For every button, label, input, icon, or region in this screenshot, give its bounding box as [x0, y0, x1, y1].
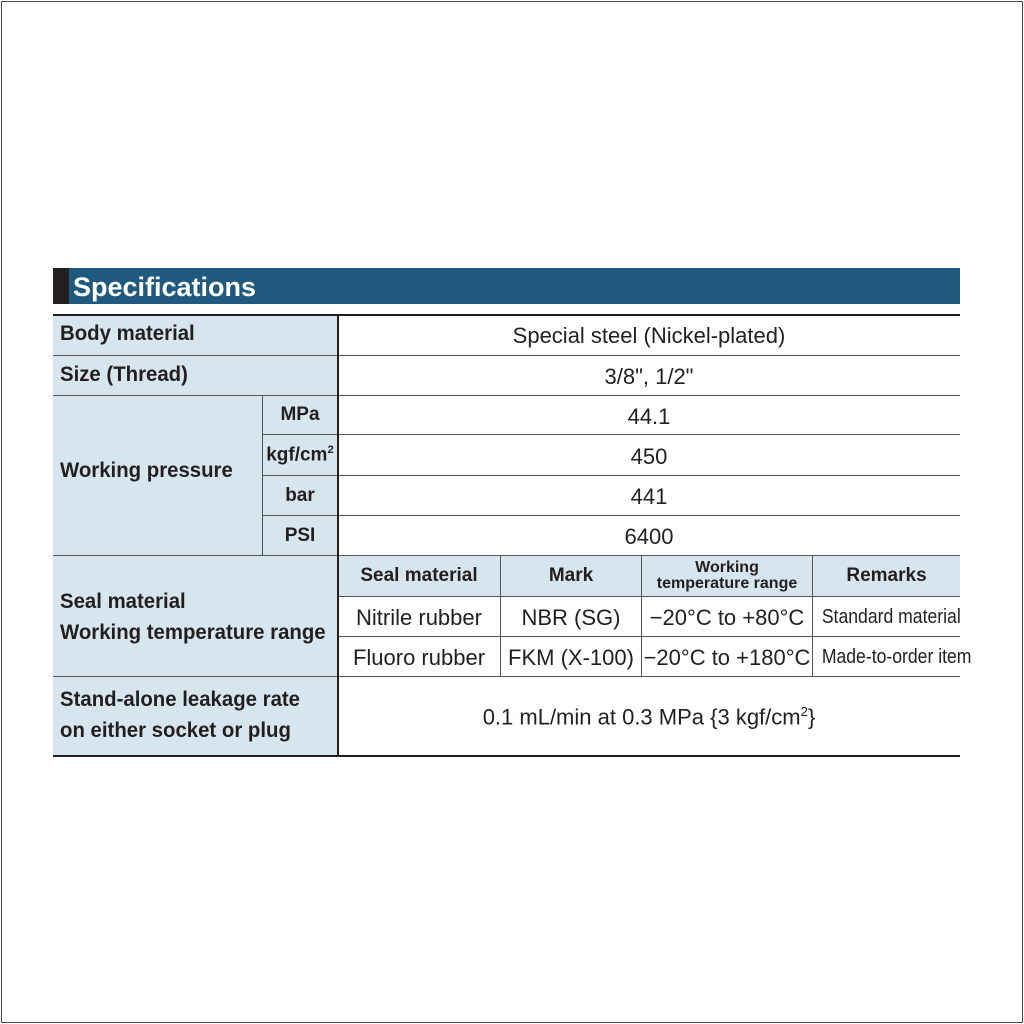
seal-header-working: Working	[695, 559, 759, 576]
banner-accent-bar	[53, 268, 69, 304]
table-top-rule	[53, 314, 960, 316]
table-bottom-rule	[53, 755, 960, 757]
pressure-mpa-value: 44.1	[627, 404, 671, 429]
seal-fluoro-material: Fluoro rubber	[352, 645, 486, 670]
seal-nitrile-material: Nitrile rubber	[356, 605, 482, 630]
leakage-rate-label-line2: on either socket or plug	[60, 719, 291, 742]
seal-header-material: Seal material	[360, 565, 478, 586]
row-divider	[262, 434, 960, 435]
size-thread-label: Size (Thread)	[60, 363, 188, 386]
leakage-rate-value	[338, 704, 960, 730]
seal-header-temp-range: temperature range	[656, 575, 798, 592]
seal-material-label: Seal material	[60, 590, 186, 613]
body-material-label: Body material	[60, 322, 195, 345]
unit-mpa: MPa	[280, 404, 320, 425]
row-divider	[262, 515, 960, 516]
pressure-kgf-value: 450	[630, 444, 668, 469]
row-divider	[338, 596, 960, 597]
seal-fluoro-temp: −20°C to +180°C	[643, 645, 811, 670]
pressure-psi-value: 6400	[624, 524, 674, 549]
row-divider	[53, 676, 960, 677]
seal-nitrile-mark: NBR (SG)	[521, 605, 621, 630]
page-title: Specifications	[73, 272, 257, 302]
row-divider	[262, 475, 960, 476]
unit-kgf-cm-superscript: 2	[327, 444, 334, 456]
row-divider	[53, 555, 960, 556]
seal-fluoro-remarks: Made-to-order item	[821, 646, 972, 668]
leakage-rate-superscript: 2	[800, 704, 808, 719]
unit-psi: PSI	[284, 525, 316, 546]
working-temp-range-label: Working temperature range	[60, 621, 326, 644]
leakage-rate-label: Stand-alone leakage rate	[60, 688, 301, 711]
working-pressure-label: Working pressure	[60, 459, 233, 482]
seal-nitrile-remarks: Standard material	[821, 606, 961, 628]
body-material-value: Special steel (Nickel-plated)	[512, 323, 786, 348]
seal-header-mark: Mark	[548, 565, 594, 586]
seal-fluoro-mark: FKM (X-100)	[508, 645, 634, 670]
unit-kgf-cm2	[262, 444, 338, 466]
seal-header-remarks: Remarks	[846, 565, 927, 586]
row-divider	[338, 636, 960, 637]
pressure-bar-value: 441	[630, 484, 668, 509]
unit-bar: bar	[285, 485, 315, 506]
leakage-rate-text: 0.1 mL/min at 0.3 MPa {3 kgf/cm	[482, 704, 801, 730]
leakage-rate-brace: }	[807, 704, 816, 730]
unit-kgf-cm-text: kgf/cm	[266, 444, 328, 466]
row-divider	[53, 355, 960, 356]
size-thread-value: 3/8", 1/2"	[604, 364, 694, 389]
seal-nitrile-temp: −20°C to +80°C	[649, 605, 805, 630]
row-divider	[53, 395, 960, 396]
